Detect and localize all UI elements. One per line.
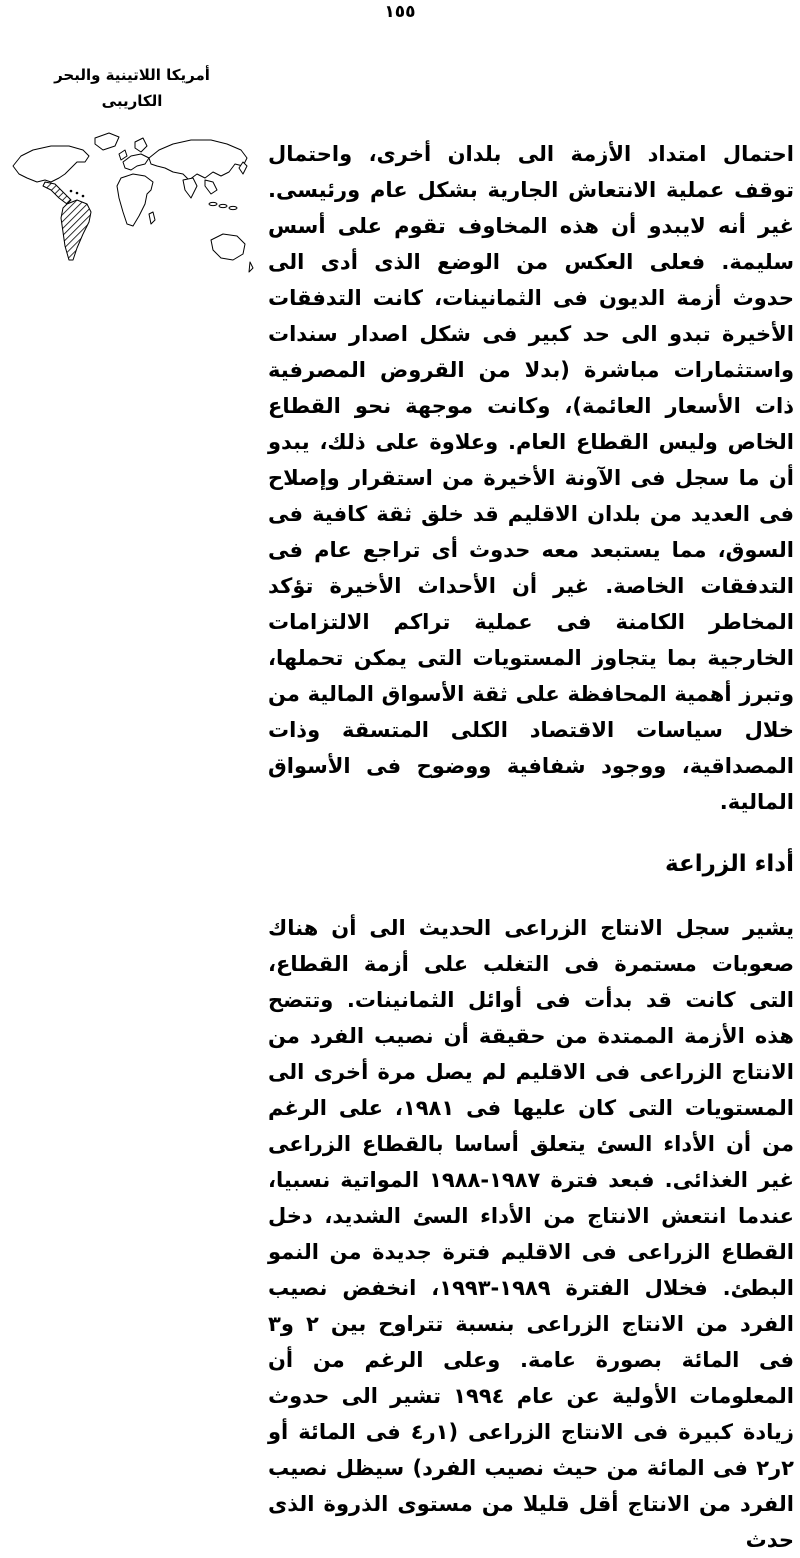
map-caption-line1: أمريكا اللاتينية والبحر bbox=[54, 66, 210, 84]
india-shape bbox=[183, 178, 197, 198]
asia-shape bbox=[149, 140, 247, 180]
world-map-image bbox=[6, 128, 258, 288]
uk-shape bbox=[119, 150, 127, 160]
world-map-svg bbox=[6, 128, 258, 288]
map-caption-line2: الكاريبى bbox=[101, 92, 163, 110]
madagascar-shape bbox=[149, 212, 155, 224]
australia-shape bbox=[211, 234, 245, 260]
caribbean-island bbox=[70, 190, 73, 193]
indonesia-island bbox=[219, 204, 227, 207]
south-america-shape bbox=[61, 200, 91, 260]
section-heading-agriculture: أداء الزراعة bbox=[665, 851, 794, 877]
paragraph-crisis-flows: احتمال امتداد الأزمة الى بلدان أخرى، واحتمال توقف عملية الانتعاش الجارية بشكل عام ورئيسى. غير أنه لايبدو أن هذه المخاوف تقوم على أسس سليمة. فعلى العكس من الوضع الذى أدى الى حدوث أزمة الديون فى الثمانينات، كانت التدفقات الأخيرة تبدو الى حد كبير فى شكل اصدار سندات واستثمارات مباشرة (بدلا من القروض المصرفية ذات الأسعار العائمة)، وكانت موجهة نحو القطاع الخاص وليس القطاع العام. وعلاوة على ذلك، يبدو أن ما سجل فى الآونة الأخيرة من استقرار وإصلاح فى العديد من بلدان الاقليم قد خلق ثقة كافية فى السوق، مما يستبعد معه حدوث أى تراجع عام فى التدفقات الخاصة. غير أن الأحداث الأخيرة تؤكد المخاطر الكامنة فى عملية تراكم الالتزامات الخارجية بما يتجاوز المستويات التى يمكن تحملها، وتبرز أهمية المحافظة على ثقة الأسواق المالية من خلال سياسات الاقتصاد الكلى المتسقة وذات المصداقية، ووجود شفافية ووضوح فى الأسواق المالية. bbox=[268, 142, 794, 814]
caribbean-island bbox=[82, 195, 85, 198]
indonesia-island bbox=[209, 202, 217, 205]
paragraph-agriculture-performance: يشير سجل الانتاج الزراعى الحديث الى أن هناك صعوبات مستمرة فى التغلب على أزمة القطاع، التى كانت قد بدأت فى أوائل الثمانينات. وتتضح هذه الأزمة الممتدة من حقيقة أن نصيب الفرد من الانتاج الزراعى فى الاقليم لم يصل مرة أخرى الى المستويات التى كان عليها فى ١٩٨١، على الرغم من أن الأداء السئ يتعلق أساسا بالقطاع الزراعى غير الغذائى. فبعد فترة ١٩٨٧-١٩٨٨ المواتية نسبيا، عندما انتعش الانتاج من الأداء السئ الشديد، دخل القطاع الزراعى فى الاقليم فترة جديدة من النمو البطئ. فخلال الفترة ١٩٨٩-١٩٩٣، انخفض نصيب الفرد من الانتاج الزراعى بنسبة تتراوح بين ٢ و٣ فى المائة بصورة عامة. وعلى الرغم من أن المعلومات الأولية عن عام ١٩٩٤ تشير الى حدوث زيادة كبيرة فى الانتاج الزراعى (١ر٤ فى المائة أو ٢ر٢ فى المائة من حيث نصيب الفرد) سيظل نصيب الفرد من الانتاج أقل قليلا من مستوى الذروة الذى حدث bbox=[268, 916, 794, 1552]
southeast-asia-shape bbox=[205, 180, 217, 194]
caribbean-island bbox=[76, 192, 79, 195]
central-america-shape bbox=[43, 182, 71, 204]
africa-shape bbox=[117, 174, 153, 226]
north-america-shape bbox=[13, 146, 89, 182]
map-figure bbox=[6, 62, 258, 288]
scandinavia-shape bbox=[135, 138, 147, 152]
new-zealand-shape bbox=[249, 262, 253, 272]
body-text-column bbox=[268, 136, 794, 1558]
greenland-shape bbox=[95, 133, 119, 150]
indonesia-island bbox=[229, 206, 237, 209]
map-caption bbox=[6, 62, 258, 114]
page-number: ١٥٥ bbox=[384, 2, 416, 22]
